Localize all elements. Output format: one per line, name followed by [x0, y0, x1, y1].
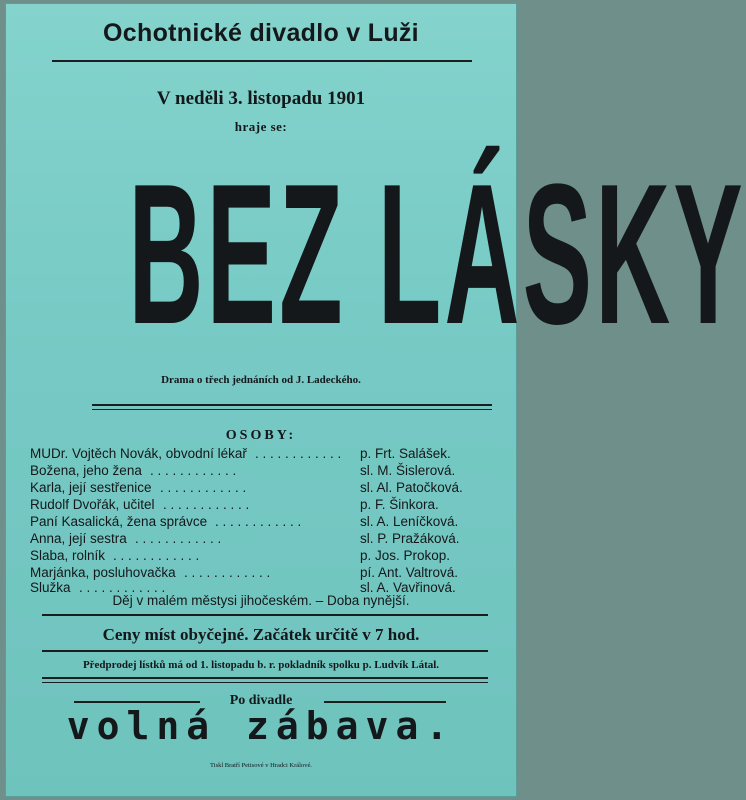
- play-title: BEZ LÁSKY: [128, 143, 746, 366]
- cast-top-divider: [92, 404, 492, 406]
- cast-role: Služka: [30, 580, 71, 595]
- cast-role: Anna, její sestra: [30, 531, 127, 546]
- presale-top-divider: [42, 650, 488, 652]
- after-right-rule: [324, 701, 446, 703]
- after-heading: Po divadle: [229, 693, 293, 708]
- cast-actor: sl. Al. Patočková.: [360, 480, 463, 495]
- cast-top-divider-thin: [92, 409, 492, 410]
- header-divider: [52, 60, 472, 62]
- dot-leader: . . . . . . . . . . . .: [215, 514, 302, 529]
- cast-actor: sl. A. Vavřinová.: [360, 580, 456, 595]
- play-subtitle: Drama o třech jednáních od J. Ladeckého.: [161, 374, 361, 386]
- cast-actor: p. F. Šinkora.: [360, 497, 439, 512]
- presale-line: Předprodej lístků má od 1. listopadu b. r. pokladník spolku p. Ludvík Látal.: [82, 659, 440, 671]
- dot-leader: . . . . . . . . . . . .: [150, 463, 237, 478]
- cast-row: [30, 548, 500, 566]
- dot-leader: . . . . . . . . . . . .: [184, 565, 271, 580]
- cast-actor: sl. M. Šislerová.: [360, 463, 456, 478]
- party-announcement: volná zábava.: [66, 704, 456, 748]
- cast-row: [30, 446, 500, 464]
- prices-top-divider: [42, 614, 488, 616]
- after-top-divider: [42, 677, 488, 679]
- cast-row: [30, 514, 500, 532]
- performance-date: V neděli 3. listopadu 1901: [156, 88, 366, 109]
- cast-role: MUDr. Vojtěch Novák, obvodní lékař: [30, 446, 247, 461]
- dot-leader: . . . . . . . . . . . .: [113, 548, 200, 563]
- setting-line: Děj v malém městysi jihočeském. – Doba nynější.: [112, 593, 410, 608]
- cast-role: Božena, jeho žena: [30, 463, 142, 478]
- cast-actor: sl. A. Leníčková.: [360, 514, 459, 529]
- dot-leader: . . . . . . . . . . . .: [255, 446, 342, 461]
- cast-role: Paní Kasalická, žena správce: [30, 514, 208, 529]
- dot-leader: . . . . . . . . . . . .: [160, 480, 247, 495]
- printer-credit: Tiskl Bratří Petisové v Hradci Králové.: [210, 762, 312, 769]
- plays-label: hraje se:: [234, 119, 288, 134]
- cast-actor: p. Frt. Salášek.: [360, 446, 451, 461]
- after-top-divider-thin: [42, 682, 488, 683]
- theatre-poster: [6, 4, 746, 796]
- cast-role: Marjánka, posluhovačka: [30, 565, 176, 580]
- cast-role: Slaba, rolník: [30, 548, 106, 563]
- cast-role: Rudolf Dvořák, učitel: [30, 497, 155, 512]
- cast-row: [30, 480, 500, 498]
- cast-role: Karla, její sestřenice: [30, 480, 152, 495]
- cast-actor: p. Jos. Prokop.: [360, 548, 451, 563]
- cast-heading: OSOBY:: [225, 428, 297, 443]
- dot-leader: . . . . . . . . . . . .: [135, 531, 222, 546]
- cast-actor: sl. P. Pražáková.: [360, 531, 460, 546]
- prices-start-line: Ceny míst obyčejné. Začátek určitě v 7 hod.: [102, 625, 420, 644]
- theatre-name: Ochotnické divadlo v Luži: [103, 19, 419, 47]
- cast-row: [30, 497, 500, 515]
- cast-row: [30, 531, 500, 549]
- dot-leader: . . . . . . . . . . . .: [79, 580, 166, 595]
- cast-actor: pí. Ant. Valtrová.: [360, 565, 459, 580]
- dot-leader: . . . . . . . . . . . .: [163, 497, 250, 512]
- cast-row: [30, 463, 500, 481]
